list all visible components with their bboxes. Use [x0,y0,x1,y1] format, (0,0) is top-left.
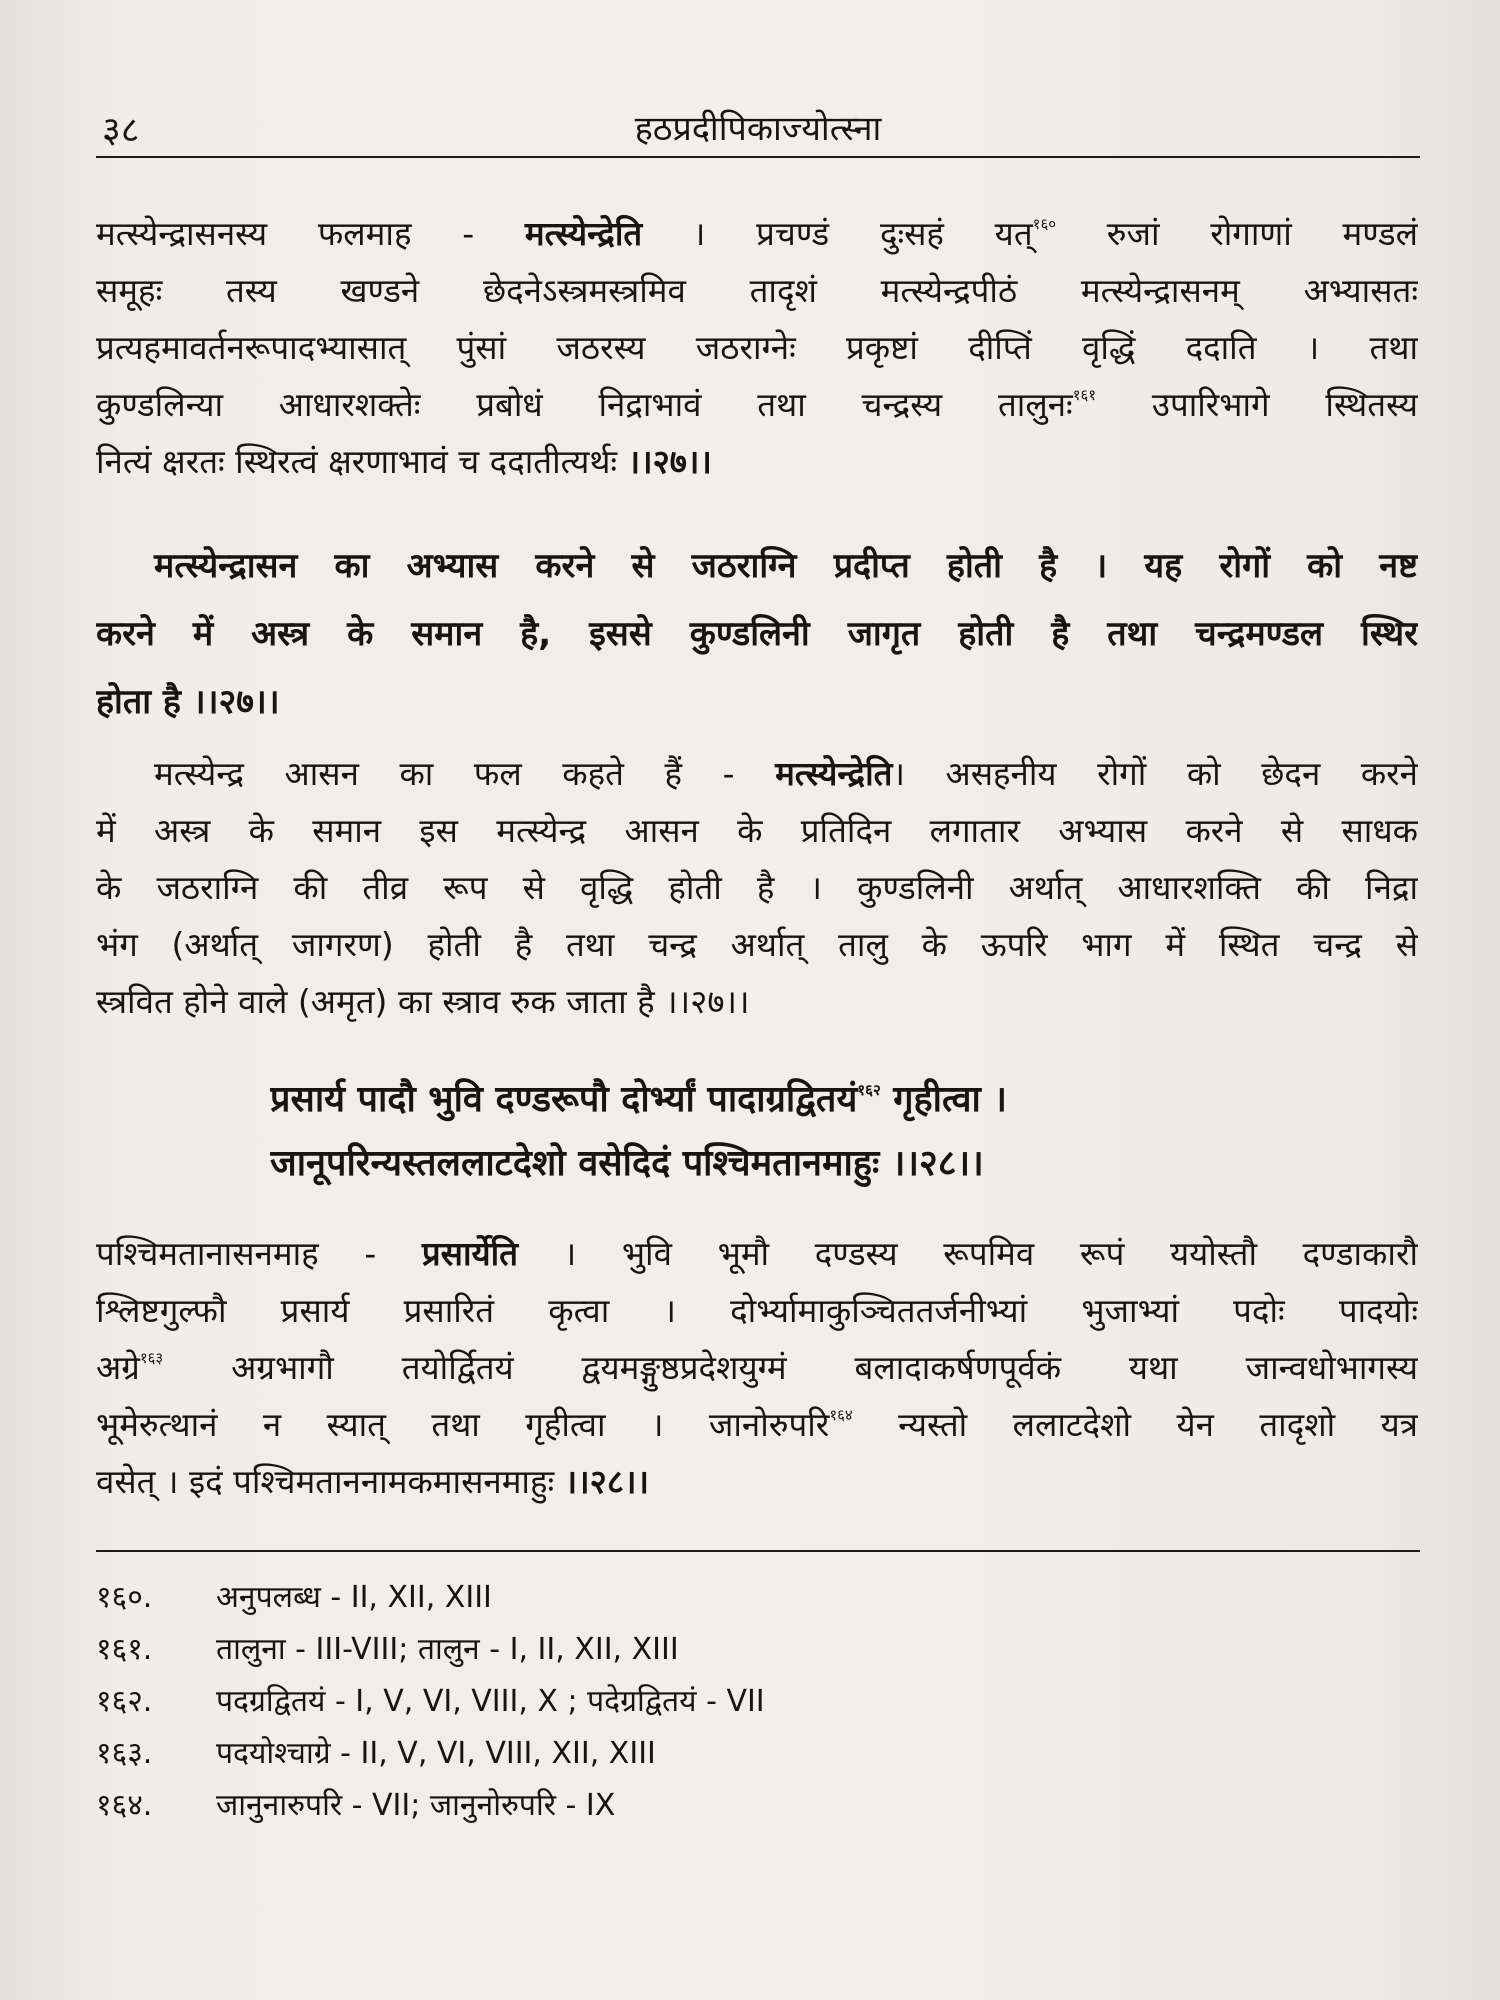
verse-line: जानूपरिन्यस्तललाटदेशो वसेदिदं पश्चिमतानमाहुः ।।२८।। [270,1143,984,1184]
text-line: कुण्डलिन्या आधारशक्तेः प्रबोधं निद्राभावं तथा चन्द्रस्य तालुनः$^{१६१}$ उपारिभागे स्थितस्य [96,385,1418,424]
footnote: १६०. अनुपलब्ध - II, XII, XIII [96,1580,492,1615]
text-line: मत्स्येन्द्रासन का अभ्यास करने से जठराग्नि प्रदीप्त होती है । यह रोगों को नष्ट [154,546,1418,586]
running-header [96,98,1420,150]
text-line: होता है ।।२७।। [96,682,280,722]
running-title: हठप्रदीपिकाज्योत्स्ना [634,109,882,149]
text-line: के जठराग्नि की तीव्र रूप से वृद्धि होती है । कुण्डलिनी अर्थात् आधारशक्ति की निद्रा [96,868,1418,907]
text-line: श्लिष्टगुल्फौ प्रसार्य प्रसारितं कृत्वा । दोर्भ्यामाकुञ्चिततर्जनीभ्यां भुजाभ्यां पदोः पादयोः [96,1291,1418,1330]
hindi-explanation-27 [96,745,1418,1030]
text-line: समूहः तस्य खण्डने छेदनेऽस्त्रमस्त्रमिव तादृशं मत्स्येन्द्रपीठं मत्स्येन्द्रासनम् अभ्यासतः [96,271,1418,310]
footnote-rule [96,1550,1420,1552]
footnote: १६४. जानुनारुपरि - VII; जानुनोरुपरि - IX [96,1788,616,1823]
text-line: भूमेरुत्थानं न स्यात् तथा गृहीत्वा । जानोरुपरि$^{१६४}$ न्यस्तो ललाटदेशो येन तादृशो यत्र [96,1405,1418,1444]
text-line: में अस्त्र के समान इस मत्स्येन्द्र आसन के प्रतिदिन लगातार अभ्यास करने से साधक [96,811,1418,850]
footnotes [96,1572,1096,1832]
verse-28 [270,1068,1310,1196]
verse-line: प्रसार्य पादौ भुवि दण्डरूपौ दोर्भ्यां पादाग्रद्वितयं$^{१६२}$ गृहीत्वा । [270,1079,1008,1120]
text-line: मत्स्येन्द्र आसन का फल कहते हैं - मत्स्येन्द्रेति। असहनीय रोगों को छेदन करने [154,754,1418,793]
text-line: भंग (अर्थात् जागरण) होती है तथा चन्द्र अर्थात् तालु के ऊपरि भाग में स्थित चन्द्र से [96,925,1418,964]
text-line: स्त्रवित होने वाले (अमृत) का स्त्राव रुक जाता है ।।२७।। [96,982,750,1021]
text-line: नित्यं क्षरतः स्थिरत्वं क्षरणाभावं च ददातीत्यर्थः ।।२७।। [96,442,712,481]
commentary-28 [96,1225,1418,1510]
text-line: अग्रे$^{१६३}$ अग्रभागौ तयोर्द्वितयं द्वयमङ्गुष्ठप्रदेशयुग्मं बलादाकर्षणपूर्वकं यथा जान्वधोभागस्य [96,1348,1418,1387]
commentary-27 [96,205,1418,490]
hindi-summary-27 [96,532,1418,736]
text-line: मत्स्येन्द्रासनस्य फलमाह - मत्स्येन्द्रेति । प्रचण्डं दुःसहं यत्$^{१६०}$ रुजां रोगाणां मण्डलं [96,214,1418,253]
footnote: १६१. तालुना - III-VIII; तालुन - I, II, XII, XIII [96,1632,679,1667]
text-line: वसेत् । इदं पश्चिमताननामकमासनमाहुः ।।२८।। [96,1462,650,1501]
text-line: पश्चिमतानासनमाह - प्रसार्येति । भुवि भूमौ दण्डस्य रूपमिव रूपं ययोस्तौ दण्डाकारौ [96,1234,1418,1273]
text-line: करने में अस्त्र के समान है, इससे कुण्डलिनी जागृत होती है तथा चन्द्रमण्डल स्थिर [96,614,1418,654]
header-rule [96,156,1420,158]
footnote: १६२. पदग्रद्वितयं - I, V, VI, VIII, X ; पदेग्रद्वितयं - VII [96,1684,765,1719]
page-number: ३८ [102,110,140,151]
footnote: १६३. पदयोश्चाग्रे - II, V, VI, VIII, XII, XIII [96,1736,656,1771]
text-line: प्रत्यहमावर्तनरूपादभ्यासात् पुंसां जठरस्य जठराग्नेः प्रकृष्टां दीप्तिं वृद्धिं ददाति । तथा [96,328,1418,367]
